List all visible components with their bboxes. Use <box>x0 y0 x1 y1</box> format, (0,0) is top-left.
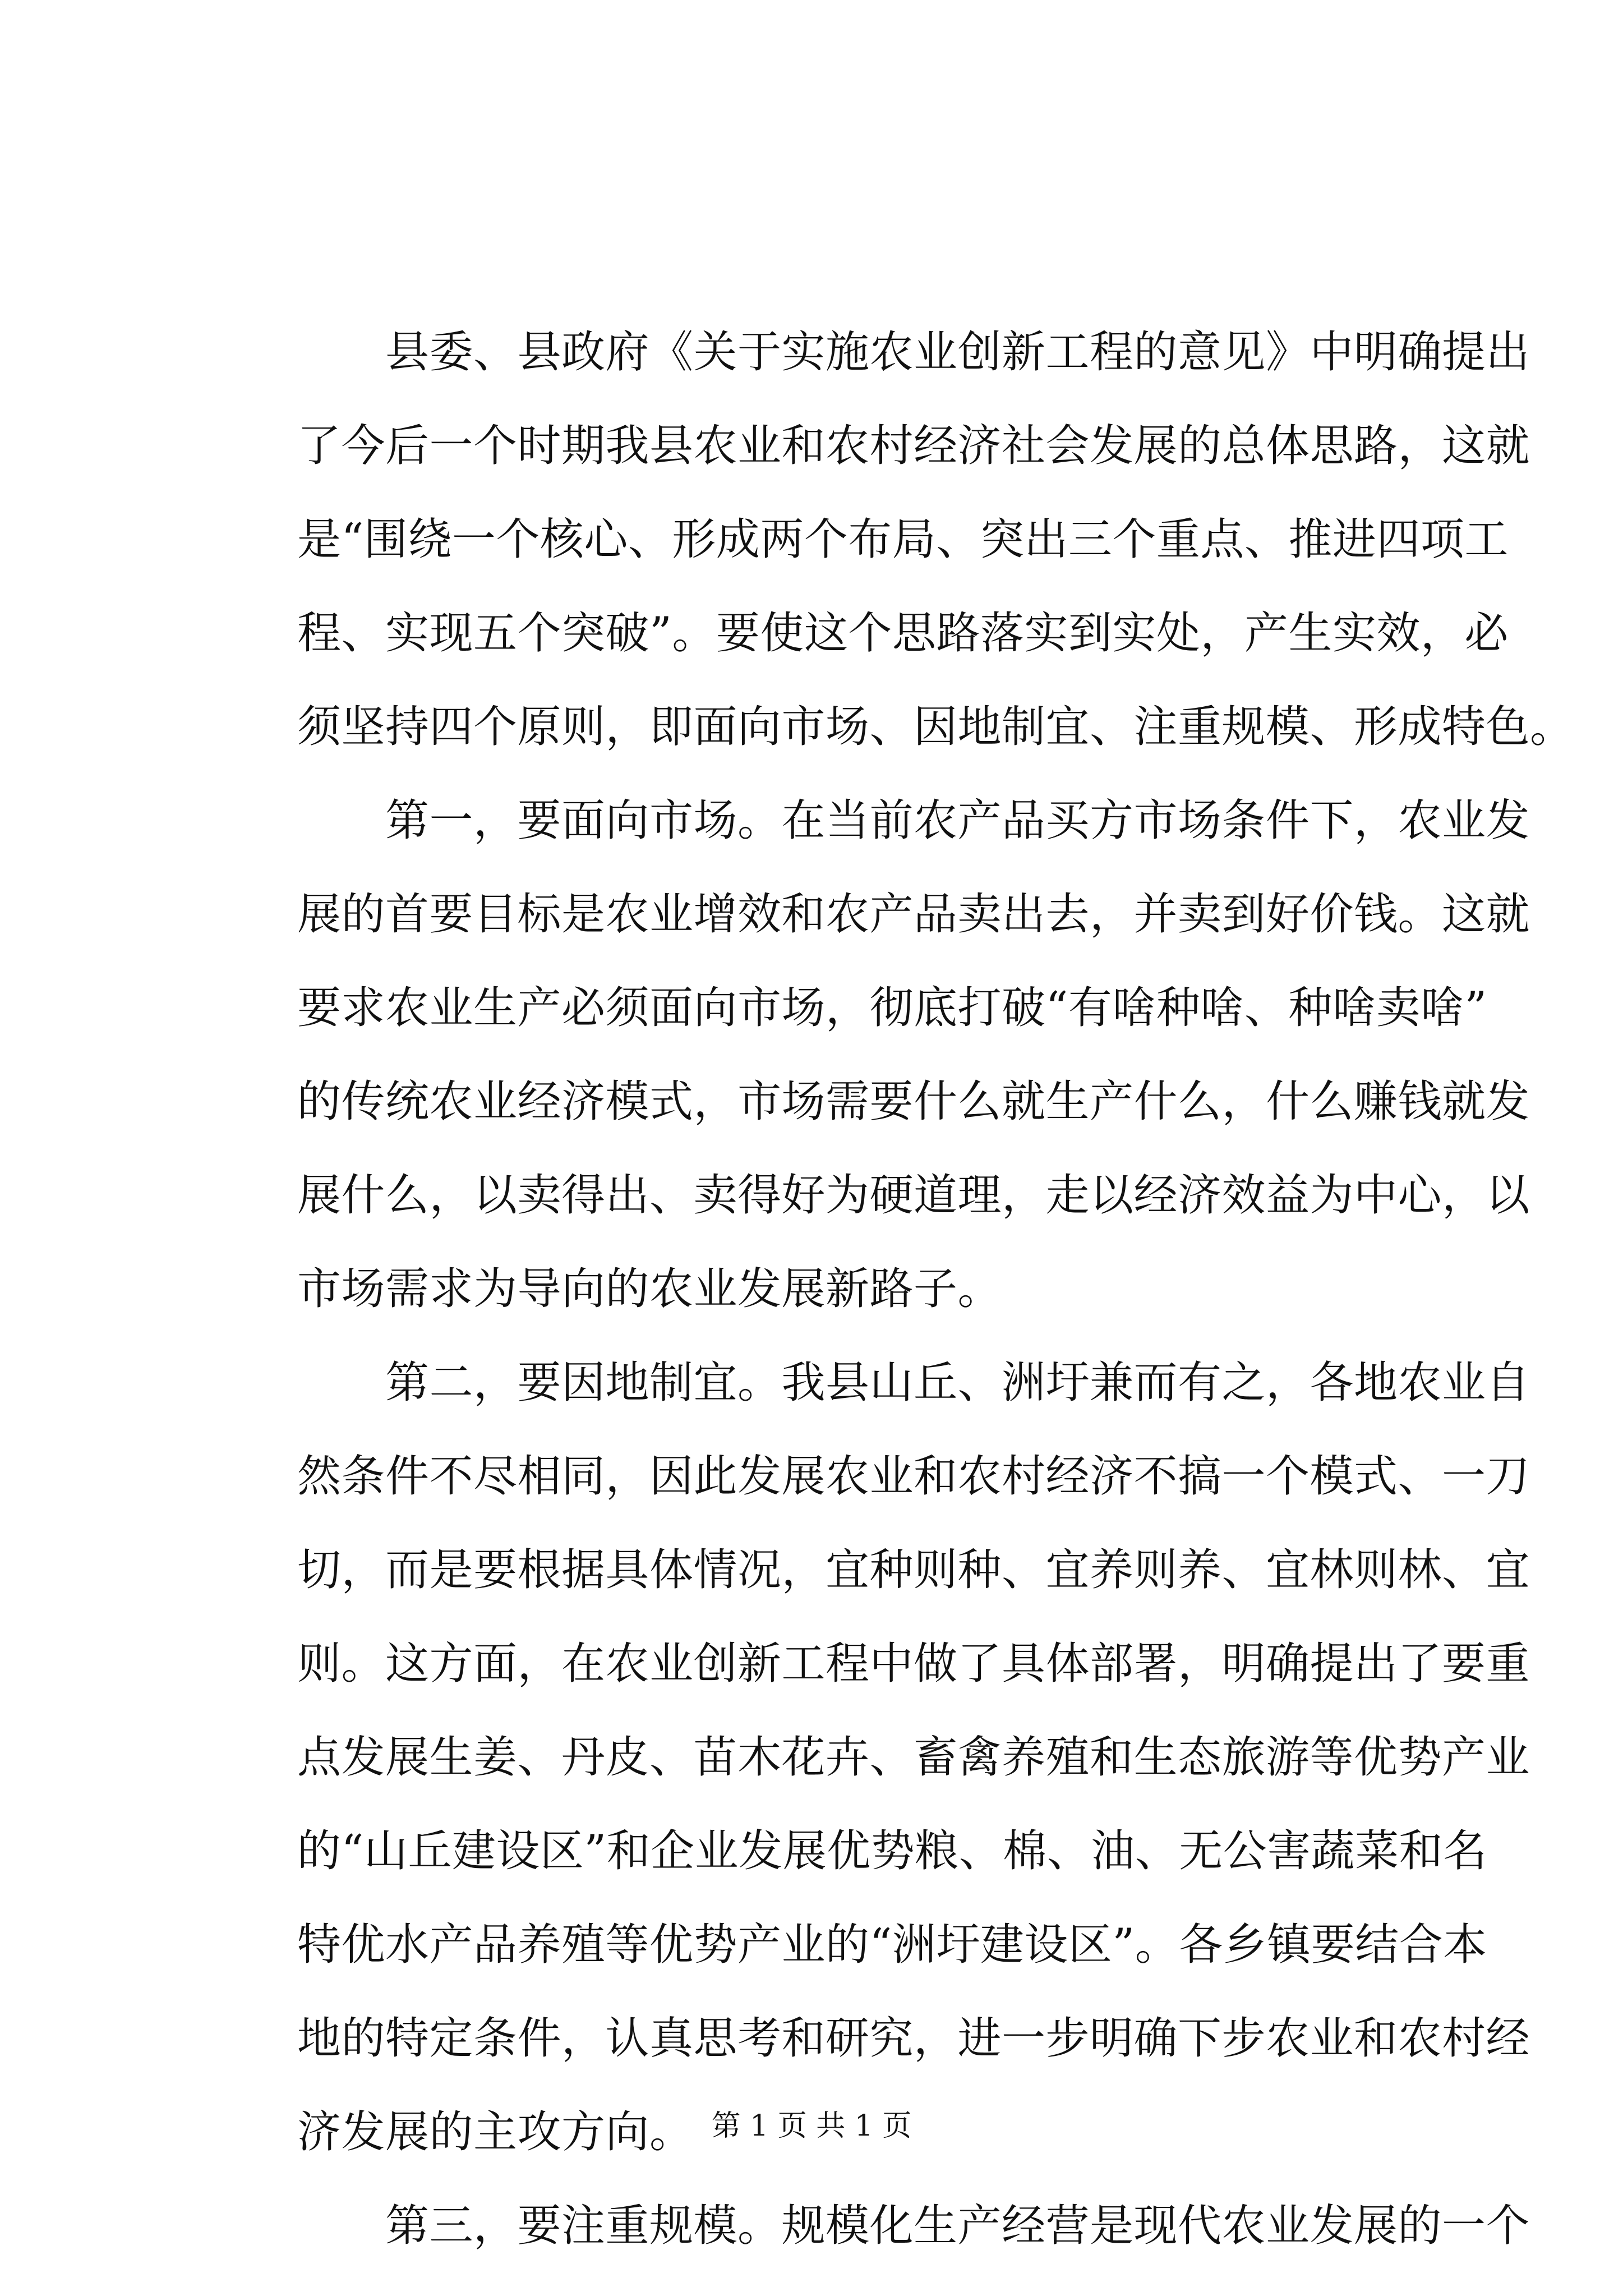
text-line: 展的首要目标是农业增效和农产品卖出去，并卖到好价钱。这就 <box>297 889 1530 940</box>
text-line: 的“山丘建设区”和企业发展优势粮、棉、油、无公害蔬菜和名 <box>297 1826 1487 1876</box>
text-line: 济发展的主攻方向。 <box>297 2107 694 2157</box>
text-line: 是“围绕一个核心、形成两个布局、突出三个重点、推进四项工 <box>297 514 1509 565</box>
text-line: 地的特定条件，认真思考和研究，进一步明确下步农业和农村经 <box>297 2013 1530 2064</box>
text-line: 第二，要因地制宜。我县山丘、洲圩兼而有之，各地农业自 <box>297 1358 1530 1408</box>
text-line: 特优水产品养殖等优势产业的“洲圩建设区”。各乡镇要结合本 <box>297 1920 1487 1970</box>
page-number-footer: 第 1 页 共 1 页 <box>711 2109 912 2143</box>
text-line: 然条件不尽相同，因此发展农业和农村经济不搞一个模式、一刀 <box>297 1451 1530 1502</box>
text-line: 切，而是要根据具体情况，宜种则种、宜养则养、宜林则林、宜 <box>297 1545 1530 1595</box>
text-line: 第三，要注重规模。规模化生产经营是现代农业发展的一个 <box>297 2201 1530 2251</box>
text-line: 市场需求为导向的农业发展新路子。 <box>297 1264 1002 1314</box>
text-line: 要求农业生产必须面向市场，彻底打破“有啥种啥、种啥卖啥” <box>297 983 1487 1033</box>
text-line: 第一，要面向市场。在当前农产品买方市场条件下，农业发 <box>297 795 1530 846</box>
text-line: 点发展生姜、丹皮、苗木花卉、畜禽养殖和生态旅游等优势产业 <box>297 1732 1530 1783</box>
text-line: 展什么，以卖得出、卖得好为硬道理，走以经济效益为中心，以 <box>297 1170 1530 1221</box>
document-body <box>297 306 1574 2273</box>
text-line: 县委、县政府《关于实施农业创新工程的意见》中明确提出 <box>297 327 1530 378</box>
text-line: 则。这方面，在农业创新工程中做了具体部署，明确提出了要重 <box>297 1639 1530 1689</box>
text-line: 须坚持四个原则，即面向市场、因地制宜、注重规模、形成特色。 <box>297 702 1574 752</box>
text-line: 了今后一个时期我县农业和农村经济社会发展的总体思路，这就 <box>297 421 1530 471</box>
text-line: 程、实现五个突破”。要使这个思路落实到实处，产生实效，必 <box>297 608 1509 659</box>
text-line: 的传统农业经济模式，市场需要什么就生产什么，什么赚钱就发 <box>297 1076 1530 1127</box>
